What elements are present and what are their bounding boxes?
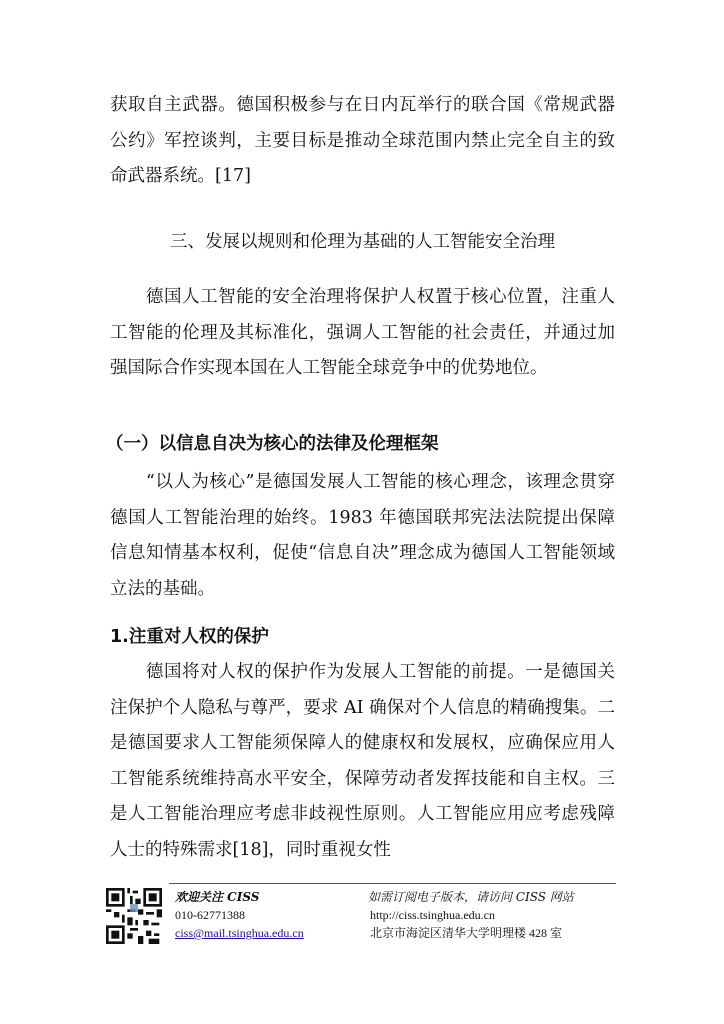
- footer-email-link[interactable]: ciss@mail.tsinghua.edu.cn: [175, 926, 304, 940]
- footer-address: 北京市海淀区清华大学明理楼 428 室: [370, 926, 563, 940]
- footer-follow-label: 欢迎关注 CISS: [175, 890, 260, 904]
- paragraph-human-rights-protection: 德国将对人权的保护作为发展人工智能的前提。一是德国关注保护个人隐私与尊严，要求 AI 确保对个人信息的精确搜集。二是德国要求人工智能须保障人的健康权和发展权，应确保应用人工智能系统维持高水平安全，保障劳动者发挥技能和自主权。三是人工智能治理应考虑非歧视性原则。人工智能应用应考虑残障人士的特殊需求[18]，同时重视女性: [110, 662, 615, 860]
- footer-website-link[interactable]: http://ciss.tsinghua.edu.cn: [370, 908, 495, 922]
- subheading-human-rights: 1.注重对人权的保护: [110, 627, 269, 647]
- footer-phone: 010-62771388: [175, 908, 245, 922]
- section-title: 三、发展以规则和伦理为基础的人工智能安全治理: [170, 232, 555, 252]
- paragraph-human-centered: “以人为核心”是德国发展人工智能的核心理念，该理念贯穿德国人工智能治理的始终。1983 年德国联邦宪法法院提出保障信息知情基本权利，促使“信息自决”理念成为德国人工智能领域立法的基础。: [110, 472, 615, 599]
- footer-divider: [169, 883, 616, 884]
- paragraph-autonomous-weapons: 获取自主武器。德国积极参与在日内瓦举行的联合国《常规武器公约》军控谈判，主要目标是推动全球范围内禁止完全自主的致命武器系统。[17]: [110, 95, 615, 186]
- subheading-legal-ethics-framework: （一）以信息自决为核心的法律及伦理框架: [106, 434, 439, 454]
- paragraph-governance-intro: 德国人工智能的安全治理将保护人权置于核心位置，注重人工智能的伦理及其标准化，强调人工智能的社会责任，并通过加强国际合作实现本国在人工智能全球竞争中的优势地位。: [110, 287, 615, 378]
- qr-code-icon: [106, 888, 162, 944]
- footer-subscribe-note: 如需订阅电子版本，请访问 CISS 网站: [368, 890, 574, 904]
